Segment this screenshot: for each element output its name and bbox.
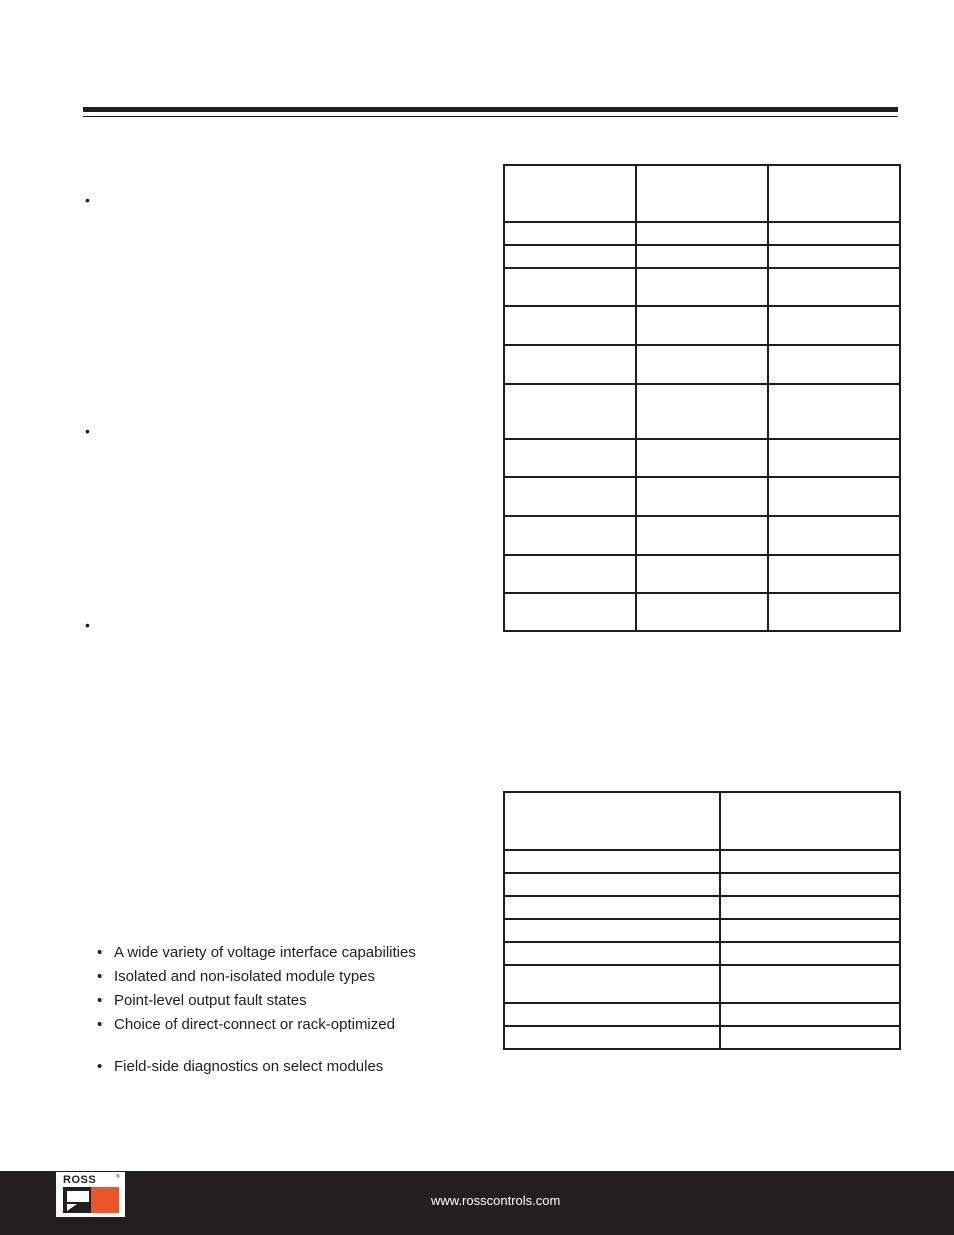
header-rule-thin <box>83 116 898 117</box>
table-row <box>504 850 900 873</box>
footer-url-link[interactable]: www.rosscontrols.com <box>431 1193 561 1208</box>
table-row <box>504 896 900 919</box>
table-row <box>504 306 900 345</box>
table-header-row <box>504 165 900 222</box>
logo-wordmark: ROSS <box>63 1174 97 1186</box>
feature-list-extra <box>97 1055 383 1079</box>
list-item <box>97 965 416 989</box>
table-row <box>504 873 900 896</box>
table-row <box>504 384 900 439</box>
ross-logo[interactable] <box>56 1172 125 1217</box>
logo-orange-block <box>91 1187 119 1213</box>
feature-text: Isolated and non-isolated module types <box>114 968 376 985</box>
left-bullet-3: • <box>85 617 90 633</box>
bullet-glyph: • <box>97 992 103 1009</box>
table-row <box>504 555 900 593</box>
table-row <box>504 919 900 942</box>
table-row <box>504 942 900 965</box>
spec-table-1 <box>503 164 901 632</box>
logo-registered-mark: ® <box>116 1174 120 1180</box>
table-row <box>504 477 900 516</box>
table-row <box>504 245 900 268</box>
list-item <box>97 1055 383 1079</box>
table-row <box>504 345 900 384</box>
table-row <box>504 593 900 631</box>
left-bullet-2: • <box>85 423 90 439</box>
table-header-row <box>504 792 900 850</box>
feature-list <box>97 941 416 1037</box>
spec-table-2 <box>503 791 901 1050</box>
bullet-glyph: • <box>97 1058 103 1075</box>
table-row <box>504 965 900 1003</box>
feature-text: Field-side diagnostics on select modules <box>114 1058 384 1075</box>
feature-text: Point-level output fault states <box>114 992 307 1009</box>
table-row <box>504 439 900 477</box>
feature-text: A wide variety of voltage interface capabilities <box>114 944 416 961</box>
header-rule-thick <box>83 107 898 112</box>
bullet-glyph: • <box>97 1016 103 1033</box>
table-row <box>504 516 900 555</box>
left-bullet-1: • <box>85 192 90 208</box>
list-item <box>97 1013 416 1037</box>
list-item <box>97 941 416 965</box>
bullet-glyph: • <box>97 968 103 985</box>
list-item <box>97 989 416 1013</box>
feature-text: Choice of direct-connect or rack-optimized <box>114 1016 395 1033</box>
table-row <box>504 222 900 245</box>
table-row <box>504 1026 900 1049</box>
table-row <box>504 1003 900 1026</box>
bullet-glyph: • <box>97 944 103 961</box>
table-row <box>504 268 900 306</box>
